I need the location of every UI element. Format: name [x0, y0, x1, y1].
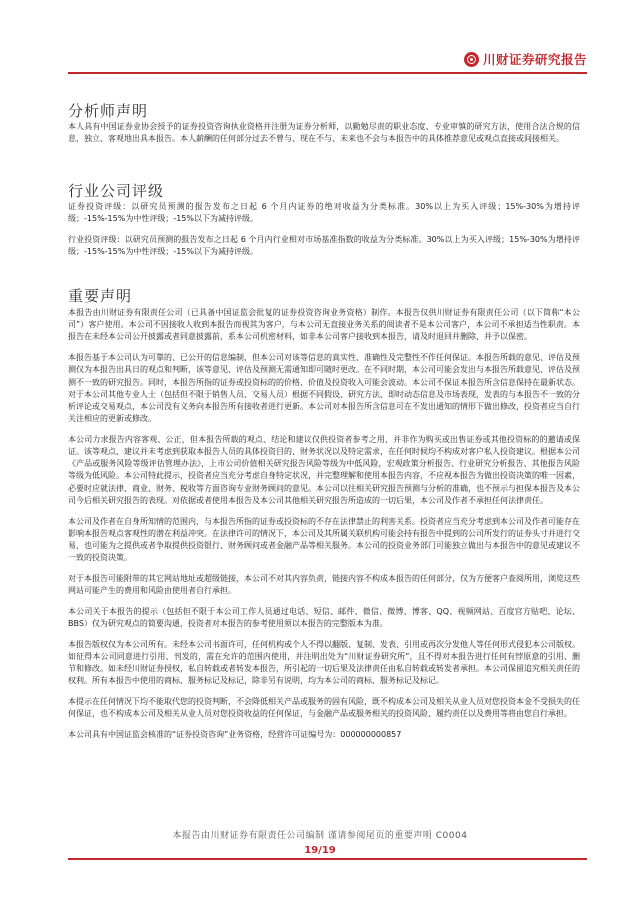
header-divider — [68, 72, 587, 74]
disclaimer-paragraph: 本公司力求报告内容客观、公正，但本报告所载的观点、结论和建议仅供投资者参考之用，并非作为购买或出售证券或其他投资标的的邀请或保证。该等观点、建议并未考虑到获取本报告人员的具体投资目的、财务状况以及特定需求，在任何时候均不构成对客户私人投资建议。根据本公司《产品或服务风险等级评估管理办法》，上市公司价值相关研究报告风险等级为中低风险，宏观政策分析报告、行业研究分析报告、其他报告风险等级为低风险。本公司特此提示，投资者应当充分考虑自身特定状况，并完整理解和使用本报告内容，不应视本报告为做出投资决策的唯一因素，必要时应就法律、商业、财务、税收等方面咨询专业财务顾问的意见。本公司以往相关研究报告预测与分析的准确，也不预示与担保本报告及本公司今后相关研究报告的表现。对依据或者使用本报告及本公司其他相关研究报告所造成的一切后果，本公司及作者不承担任何法律责任。 — [68, 434, 580, 505]
brand — [464, 50, 587, 68]
license-paragraph: 本公司具有中国证监会核准的“证券投资咨询”业务资格，经营许可证编号为：000000000857 — [68, 729, 402, 739]
footer-divider — [68, 858, 587, 860]
analyst-statement-text — [68, 121, 580, 154]
disclaimer-text — [68, 307, 580, 750]
disclaimer-title: 重要声明 — [68, 287, 133, 305]
disclaimer-paragraph: 本报告由川财证券有限责任公司（已具备中国证监会批复的证券投资咨询业务资格）制作。本报告仅供川财证券有限责任公司（以下简称“本公司”）客户使用。本公司不因接收人收到本报告而视其为客户，与本公司无直接业务关系的阅读者不是本公司客户，本公司不承担适当性职责。本报告在未经本公司公开披露或者同意披露前，系本公司机密材料，如非本公司客户接收到本报告，请及时退回并删除，并予以保密。 — [68, 308, 580, 342]
disclaimer-paragraph: 本报告版权仅为本公司所有。未经本公司书面许可，任何机构或个人不得以翻版、复制、发表、引用或再次分发他人等任何形式侵犯本公司版权。如征得本公司同意进行引用、刊发的，需在允许的范围内使用，并注明出处为“川财证券研究所”，且不得对本报告进行任何有悖原意的引用、删节和修改。如未经川财证券授权，私自转载或者转发本报告，所引起的一切后果及法律责任由私自转载或转发者承担。本公司保留追究相关责任的权利。所有本报告中使用的商标、服务标记及标记，除非另有说明，均为本公司的商标、服务标记及标记。 — [68, 639, 580, 686]
disclaimer-paragraph: 本报告基于本公司认为可靠的、已公开的信息编制，但本公司对该等信息的真实性、准确性及完整性不作任何保证。本报告所载的意见、评估及预测仅为本报告出具日的观点和判断，该等意见、评估及预测无需通知即可随时更改。在不同时期，本公司可能会发出与本报告所载意见、评估及预测不一致的研究报告。同时，本报告所指的证券或投资标的的价格、价值及投资收入可能会波动。本公司不保证本报告所含信息保持在最新状态。对于本公司其他专业人士（包括但不限于销售人员、交易人员）根据不同假设、研究方法、即时动态信息及市场表现，发表的与本报告不一致的分析评论或交易观点，本公司没有义务向本报告所有接收者进行更新。本公司对本报告所含信息可在不发出通知的情形下做出修改，投资者应当自行关注相应的更新或修改。 — [68, 353, 580, 424]
industry-rating-paragraph: 行业投资评级：以研究员预测的报告发布之日起 6 个月内行业相对市场基准指数的收益为分类标准。30%以上为买入评级；15%-30%为增持评级；-15%-15%为中性评级；-15%以下为减持评级。 — [68, 234, 580, 257]
disclaimer-paragraph: 本提示在任何情况下均不能取代您的投资判断，不会降低相关产品或服务的固有风险，既不构成本公司及相关从业人员对您投资本金不受损失的任何保证，也不构成本公司及相关从业人员对您投资收益的任何保证，与金融产品或服务相关的投资风险、履约责任以及费用等将由您自行承担。 — [68, 696, 580, 719]
rating-text — [68, 201, 580, 267]
footer-note: 本报告由川财证券有限责任公司编制 谨请参阅尾页的重要声明 C0004 — [172, 831, 468, 841]
brand-name: 川财证券研究报告 — [482, 52, 587, 67]
disclaimer-paragraph: 本公司及作者在自身所知情的范围内，与本报告所指的证券或投资标的不存在法律禁止的利害关系。投资者应当充分考虑到本公司及作者可能存在影响本报告观点客观性的潜在利益冲突。在法律许可的情况下，本公司及其所属关联机构可能会持有报告中提到的公司所发行的证券头寸并进行交易，也可能为之提供或者争取提供投资银行、财务顾问或者金融产品等相关服务。本公司的投资业务部门可能独立做出与本报告中的意见或建议不一致的投资决策。 — [68, 516, 580, 563]
analyst-statement-paragraph: 本人具有中国证券业协会授予的证券投资咨询执业资格并注册为证券分析师，以勤勉尽责的职业态度、专业审慎的研究方法，使用合法合规的信息，独立、客观地出具本报告。本人薪酬的任何部分过去不曾与、现在不与、未来也不会与本报告中的具体推荐意见或观点直接或间接相关。 — [68, 122, 580, 144]
disclaimer-paragraph: 本公司关于本报告的提示（包括但不限于本公司工作人员通过电话、短信、邮件、微信、微博、博客、QQ、视频网站、百度官方贴吧、论坛、BBS）仅为研究观点的简要沟通，投资者对本报告的参考使用须以本报告的完整版本为准。 — [68, 606, 580, 628]
rating-title: 行业公司评级 — [68, 182, 165, 200]
page-header — [68, 48, 587, 74]
page-number: 19/19 — [304, 845, 336, 856]
disclaimer-paragraph: 对于本报告可能附带的其它网站地址或超级链接，本公司不对其内容负责，链接内容不构成本报告的任何部分，仅为方便客户查阅所用，浏览这些网站可能产生的费用和风险由使用者自行承担。 — [68, 573, 580, 596]
stock-rating-paragraph: 证券投资评级：以研究员预测的报告发布之日起 6 个月内证券的绝对收益为分类标准。30%以上为买入评级；15%-30%为增持评级；-15%-15%为中性评级；-15%以下为减持评级。 — [68, 202, 580, 224]
analyst-statement-title: 分析师声明 — [68, 102, 149, 120]
chuancai-logo-icon — [464, 52, 479, 67]
